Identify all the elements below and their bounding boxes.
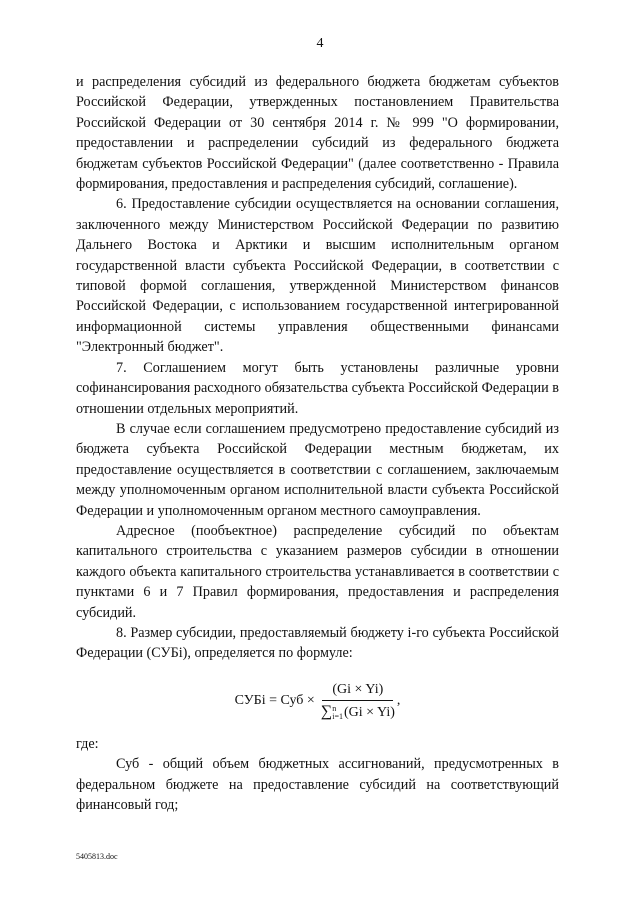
- document-body: [76, 72, 559, 815]
- paragraph-address-distribution: Адресное (пообъектное) распределение субсидий по объектам капитального строительства с указанием размеров субсидии в отношении каждого объекта капитального строительства устанавливается в соответствии с пунктами 6 и 7 Правил формирования, предоставления и распределения субсидий.: [76, 522, 559, 621]
- paragraph-item-8: 8. Размер субсидии, предоставляемый бюджету i-го субъекта Российской Федерации (СУБi), определяется по формуле:: [76, 624, 559, 662]
- sum-lower-limit: i=1: [332, 711, 343, 721]
- sum-symbol: ∑: [320, 702, 333, 720]
- subsidy-formula: [76, 670, 559, 732]
- paragraph-item-6: 6. Предоставление субсидии осуществляется на основании соглашения, заключенного между Министерством Российской Федерации по развитию Дальнего Востока и Арктики и высшим исполнительным органом государственной власти субъекта Российской Федерации, в соответствии с типовой формой соглашения, утвержденной Министерством финансов Российской Федерации, с использованием государственной интегрированной информационной системы управления общественными финансами "Электронный бюджет".: [76, 196, 559, 356]
- where-label: где:: [76, 735, 99, 752]
- formula-trailing-comma: ,: [396, 692, 401, 708]
- formula-denominator-group: [321, 701, 395, 721]
- sum-limits: [332, 705, 343, 721]
- formula-numerator: (Gi × Yi): [322, 681, 393, 701]
- page-number: 4: [316, 36, 324, 51]
- paragraph-item-7: 7. Соглашением могут быть установлены различные уровни софинансирования расходного обязательства субъекта Российской Федерации в отношении отдельных мероприятий.: [76, 359, 559, 417]
- definition-sub: Суб - общий объем бюджетных ассигнований, предусмотренных в федеральном бюджете на предоставление субсидий на соответствующий финансовый год;: [76, 756, 559, 813]
- footer-doc-id: 5405813.doc: [76, 852, 118, 861]
- paragraph-continuation: и распределения субсидий из федерального бюджета бюджетам субъектов Российской Федерации, утвержденных постановлением Правительства Российской Федерации от 30 сентября 2014 г. № 999 "О формировании, предоставлении и распределении субсидий из федерального бюджета бюджетам субъектов Российской Федерации" (далее соответственно - Правила формирования, предоставления и распределения субсидий, соглашение).: [76, 74, 559, 193]
- sum-upper-limit: n: [332, 703, 337, 713]
- formula-lhs: СУБi = Суб ×: [234, 692, 315, 708]
- formula-denominator: (Gi × Yi): [343, 704, 395, 720]
- paragraph-local-budgets: В случае если соглашением предусмотрено предоставление субсидий из бюджета субъекта Российской Федерации местным бюджетам, их предоставление осуществляется в соответствии с соглашением, заключаемым между уполномоченным органом исполнительной власти субъекта Российской Федерации и уполномоченным органом местного самоуправления.: [76, 420, 559, 519]
- formula-fraction: [321, 681, 395, 721]
